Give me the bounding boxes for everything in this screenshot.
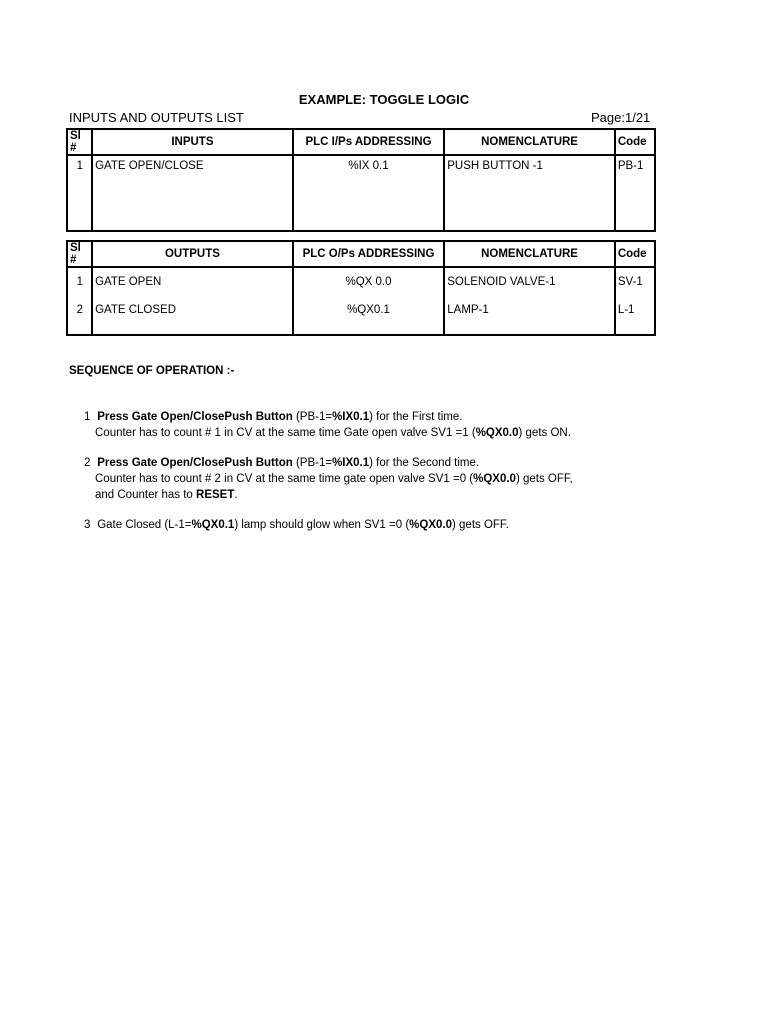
inputs-header-row xyxy=(67,129,655,155)
column-header-code: Code xyxy=(615,241,655,267)
inputs-table xyxy=(66,128,656,232)
sequence-step-1 xyxy=(84,409,571,441)
code-cell: PB-1 xyxy=(615,155,655,175)
table-row xyxy=(67,267,655,295)
step-address: %QX0.0 xyxy=(475,427,519,439)
output-name-cell: GATE CLOSED xyxy=(92,295,293,325)
column-header-addressing: PLC I/Ps ADDRESSING xyxy=(293,129,445,155)
step-address: %QX0.1 xyxy=(191,519,235,531)
step-text: (PB-1= xyxy=(292,457,333,469)
column-header-sl: Sl # xyxy=(67,241,92,267)
step-keyword: RESET xyxy=(196,489,235,501)
nomenclature-cell: SOLENOID VALVE-1 xyxy=(444,267,615,295)
step-text: Counter has to count # 1 in CV at the same time Gate open valve SV1 =1 ( xyxy=(95,427,476,439)
step-action: Press Gate Open/ClosePush Button xyxy=(97,411,293,423)
column-header-inputs: INPUTS xyxy=(92,129,293,155)
column-header-nomenclature: NOMENCLATURE xyxy=(444,129,615,155)
sequence-step-3 xyxy=(84,517,509,533)
sl-cell: 1 xyxy=(67,267,92,295)
column-header-addressing: PLC O/Ps ADDRESSING xyxy=(293,241,445,267)
step-address: %IX0.1 xyxy=(332,411,370,423)
sl-cell: 1 xyxy=(67,155,92,175)
step-address: %QX0.0 xyxy=(473,473,516,485)
address-cell: %QX 0.0 xyxy=(293,267,445,295)
column-header-sl: Sl # xyxy=(67,129,92,155)
step-text: (PB-1= xyxy=(292,411,333,423)
step-text: ) lamp should glow when SV1 =0 ( xyxy=(234,519,410,531)
address-cell: %QX0.1 xyxy=(293,295,445,325)
step-number: 1 xyxy=(84,411,91,423)
step-number: 2 xyxy=(84,457,91,469)
column-header-code: Code xyxy=(615,129,655,155)
sl-cell: 2 xyxy=(67,295,92,325)
table-row xyxy=(67,155,655,175)
table-row-empty xyxy=(67,175,655,231)
code-cell: L-1 xyxy=(615,295,655,325)
code-cell: SV-1 xyxy=(615,267,655,295)
page-number: Page:1/21 xyxy=(591,110,651,125)
step-text: Gate Closed (L-1= xyxy=(97,519,192,531)
nomenclature-cell: LAMP-1 xyxy=(444,295,615,325)
step-text: ) gets OFF. xyxy=(452,519,509,531)
nomenclature-cell: PUSH BUTTON -1 xyxy=(444,155,615,175)
sequence-step-2 xyxy=(84,455,573,503)
sequence-heading: SEQUENCE OF OPERATION :- xyxy=(69,365,235,377)
column-header-nomenclature: NOMENCLATURE xyxy=(444,241,615,267)
step-address: %IX0.1 xyxy=(332,457,370,469)
table-row-empty xyxy=(67,325,655,335)
step-address: %QX0.0 xyxy=(409,519,452,531)
document-title: EXAMPLE: TOGGLE LOGIC xyxy=(298,92,470,107)
outputs-header-row xyxy=(67,241,655,267)
step-text: ) gets ON. xyxy=(518,427,571,439)
step-text: ) gets OFF, xyxy=(515,473,573,485)
step-text: and Counter has to xyxy=(95,489,197,501)
list-title: INPUTS AND OUTPUTS LIST xyxy=(69,110,244,125)
step-text: Counter has to count # 2 in CV at the same time gate open valve SV1 =0 ( xyxy=(95,473,474,485)
step-number: 3 xyxy=(84,519,91,531)
step-text: ) for the First time. xyxy=(369,411,463,423)
address-cell: %IX 0.1 xyxy=(293,155,445,175)
table-row xyxy=(67,295,655,325)
step-text: . xyxy=(234,489,238,501)
input-name-cell: GATE OPEN/CLOSE xyxy=(92,155,293,175)
output-name-cell: GATE OPEN xyxy=(92,267,293,295)
step-text: ) for the Second time. xyxy=(369,457,480,469)
outputs-table xyxy=(66,240,656,336)
column-header-outputs: OUTPUTS xyxy=(92,241,293,267)
step-action: Press Gate Open/ClosePush Button xyxy=(97,457,293,469)
